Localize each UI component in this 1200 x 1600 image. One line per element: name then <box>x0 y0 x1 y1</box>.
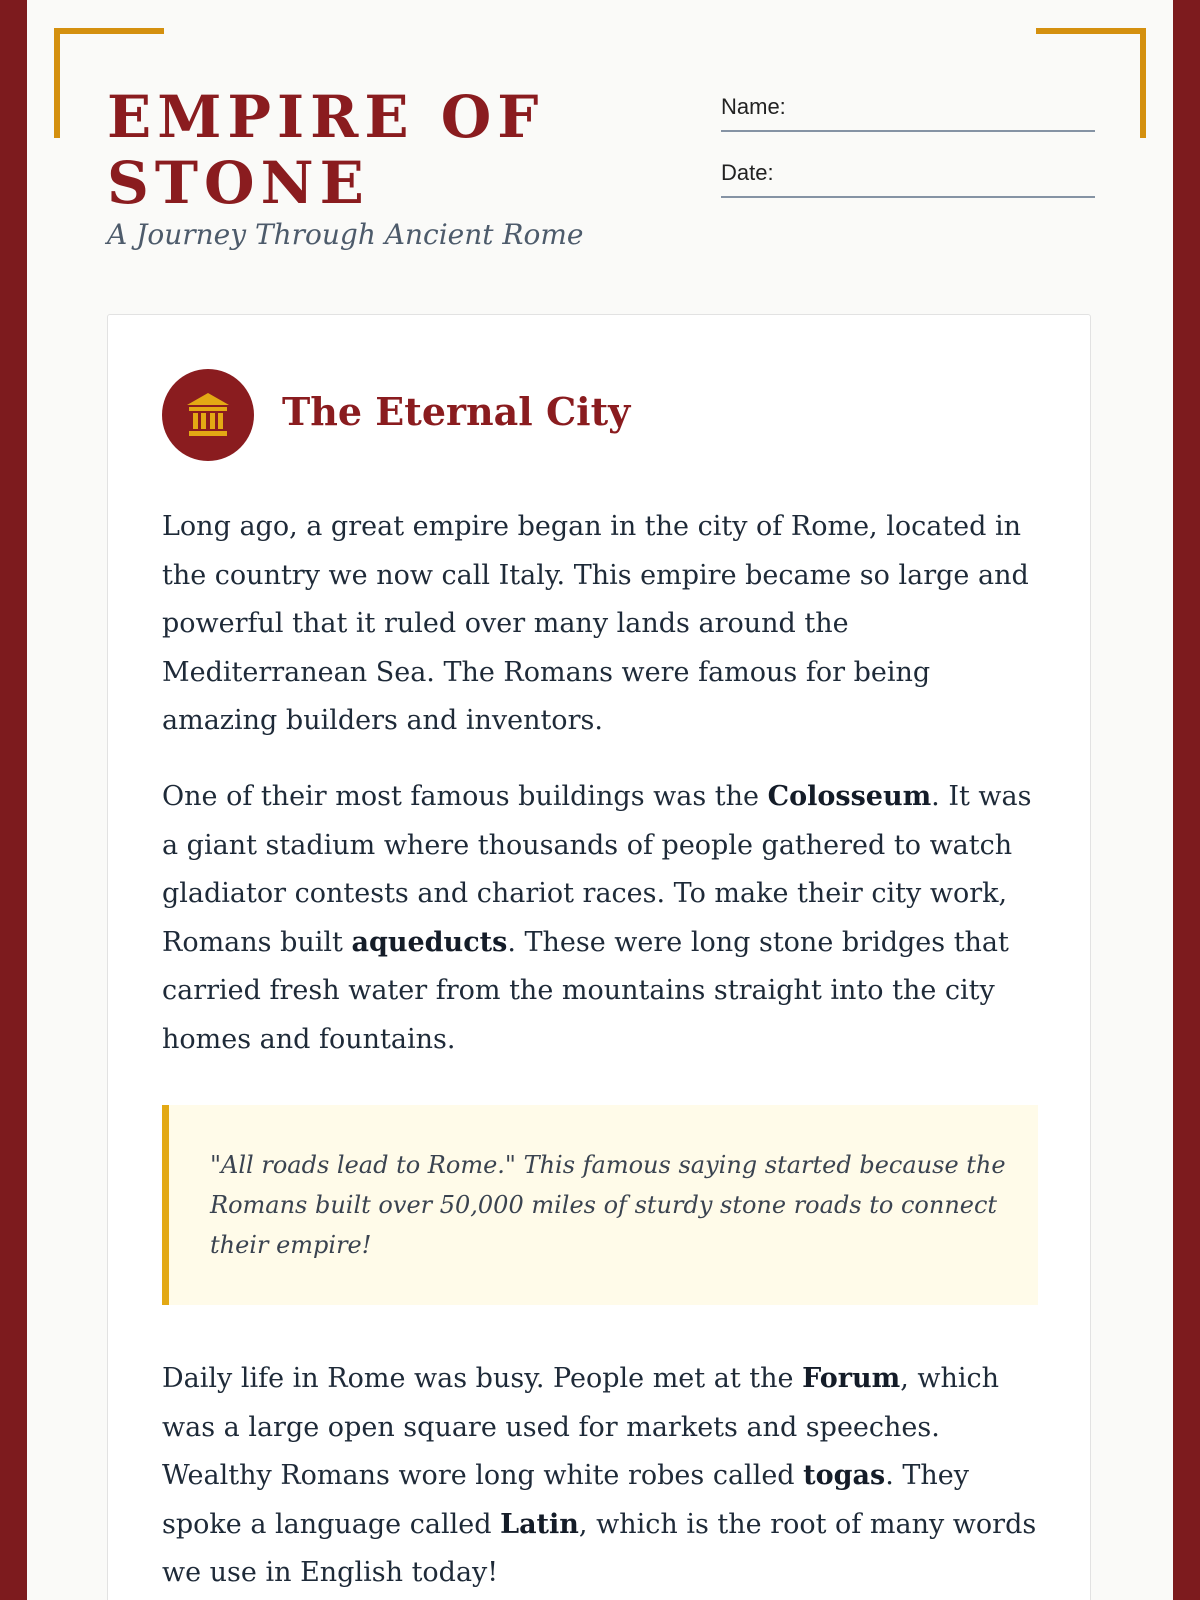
name-field[interactable] <box>721 92 1095 132</box>
fun-fact-callout <box>162 1105 1038 1305</box>
term-latin: Latin <box>500 1508 579 1540</box>
temple-columns-icon <box>162 369 254 461</box>
term-aqueducts: aqueducts <box>351 926 508 958</box>
reading-card <box>107 314 1091 1600</box>
term-togas: togas <box>803 1460 886 1491</box>
worksheet-title: EMPIRE OF STONE <box>107 83 545 217</box>
date-field[interactable] <box>721 158 1095 198</box>
name-label: Name: <box>721 94 786 119</box>
paragraph-daily-life: Daily life in Rome was busy. People met at the Forum, which was a large open square used for markets and speeches. Wealthy Romans wore long white robes called togas. They spoke a language called Latin, which is the root of many words we use in English today! <box>162 1363 1037 1588</box>
worksheet-subtitle: A Journey Through Ancient Rome <box>107 218 584 251</box>
paragraph-buildings: One of their most famous buildings was the Colosseum. It was a giant stadium where thousands of people gathered to watch gladiator contests and chariot races. To make their city work, Romans built aqueducts. These were long stone bridges that carried fresh water from the mountains straight into the city homes and fountains. <box>162 781 1032 1055</box>
worksheet-page <box>27 0 1173 1600</box>
callout-text: "All roads lead to Rome." This famous saying started because the Romans built over 50,000 miles of sturdy stone roads to connect their empire! <box>210 1151 1006 1259</box>
paragraph-intro: Long ago, a great empire began in the city of Rome, located in the country we now call Italy. This empire became so large and powerful that it ruled over many lands around the Mediterranean Sea. The Romans were famous for being amazing builders and inventors. <box>162 511 1029 736</box>
term-forum: Forum <box>802 1363 901 1394</box>
section-title: The Eternal City <box>282 389 631 434</box>
date-label: Date: <box>721 160 774 185</box>
temple-columns-icon-graphic <box>185 391 231 439</box>
term-colosseum: Colosseum <box>767 781 932 812</box>
